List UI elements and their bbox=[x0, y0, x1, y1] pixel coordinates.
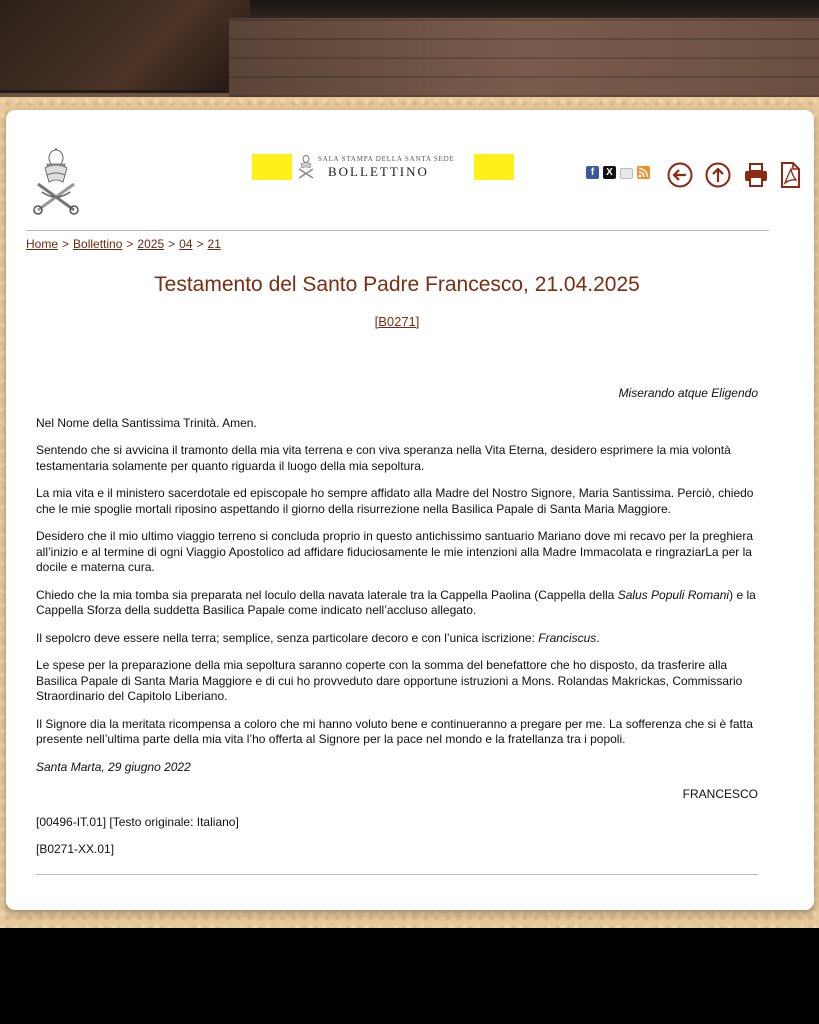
paragraph: Il sepolcro deve essere nella terra; semplice, senza particolare decoro e con l’unica iscrizione: Franciscus. bbox=[36, 630, 600, 645]
print-icon[interactable] bbox=[742, 161, 770, 189]
paragraph: Nel Nome della Santissima Trinità. Amen. bbox=[36, 415, 257, 430]
papal-crest-icon[interactable] bbox=[28, 148, 84, 216]
black-band-bottom bbox=[0, 928, 819, 1024]
pdf-icon[interactable] bbox=[776, 161, 804, 189]
breadcrumb-home[interactable]: Home bbox=[26, 237, 59, 251]
x-icon[interactable]: X bbox=[603, 166, 616, 179]
background-frame bbox=[0, 0, 250, 93]
keys-emblem-icon bbox=[296, 155, 316, 179]
email-icon[interactable] bbox=[620, 168, 633, 179]
bollettino-title: BOLLETTINO bbox=[328, 164, 429, 179]
reference-code: [B0271-XX.01] bbox=[36, 842, 115, 856]
breadcrumb-bollettino[interactable]: Bollettino bbox=[73, 237, 123, 251]
press-office-label: SALA STAMPA DELLA SANTA SEDE bbox=[318, 155, 455, 163]
background-brick-wall bbox=[229, 18, 819, 97]
article-body bbox=[36, 386, 758, 870]
header-divider bbox=[26, 230, 769, 231]
breadcrumb-day[interactable]: 21 bbox=[207, 237, 221, 251]
reference-code: [00496-IT.01] [Testo originale: Italiano] bbox=[36, 814, 239, 829]
bulletin-code-link[interactable]: [B0271] bbox=[374, 314, 420, 329]
photo-background-top bbox=[0, 0, 819, 97]
up-arrow-icon[interactable] bbox=[704, 161, 732, 189]
breadcrumb-year[interactable]: 2025 bbox=[137, 237, 165, 251]
banner-logo bbox=[296, 152, 470, 182]
footer-divider bbox=[36, 874, 758, 875]
paragraph: Chiedo che la mia tomba sia preparata nel loculo della navata laterale tra la Cappella Paolina (Cappella della Salus Populi Romani) e la Cappella Sforza della suddetta Basilica Papale come indicato nell’accluso allegato. bbox=[36, 587, 756, 617]
rss-icon[interactable] bbox=[637, 166, 650, 179]
breadcrumb: Home > Bollettino > 2025 > 04 > 21 bbox=[26, 237, 221, 251]
paragraph: Le spese per la preparazione della mia sepoltura saranno coperte con la somma del benefattore che ho disposto, da trasferire alla Basilica Papale di Santa Maria Maggiore e di cui ho provveduto dare opportune istruzioni a Mons. Rolandas Makrickas, Commissario Straordinario del Capitolo Liberiano. bbox=[36, 658, 743, 703]
place-date: Santa Marta, 29 giugno 2022 bbox=[36, 759, 191, 774]
bollettino-banner[interactable] bbox=[252, 152, 514, 182]
paragraph: La mia vita e il ministero sacerdotale ed episcopale ho sempre affidato alla Madre del Nostro Signore, Maria Santissima. Perciò, chiedo che le mie spoglie mortali riposino aspettando il giorno della risurrezione nella Basilica Papale di Santa Maria Maggiore. bbox=[36, 486, 754, 516]
motto: Miserando atque Eligendo bbox=[618, 386, 758, 400]
banner-yellow-left bbox=[252, 154, 292, 180]
bulletin-code bbox=[6, 314, 788, 329]
breadcrumb-month[interactable]: 04 bbox=[179, 237, 193, 251]
page-title: Testamento del Santo Padre Francesco, 21.04.2025 bbox=[154, 273, 640, 296]
paragraph: Sentendo che si avvicina il tramonto della mia vita terrena e con viva speranza nella Vita Eterna, desidero esprimere la mia volontà testamentaria solamente per quanto riguarda il luogo della mia sepoltura. bbox=[36, 443, 731, 473]
paragraph: Il Signore dia la meritata ricompensa a coloro che mi hanno voluto bene e continueranno a pregare per me. La sofferenza che si è fatta presente nell’ultima parte della mia vita l’ho offerta al Signore per la pace nel mondo e la fratellanza tra i popoli. bbox=[36, 716, 753, 746]
banner-yellow-right bbox=[474, 154, 514, 180]
facebook-icon[interactable]: f bbox=[586, 166, 599, 179]
bulletin-page bbox=[6, 110, 814, 910]
paragraph: Desidero che il mio ultimo viaggio terreno si concluda proprio in questo antichissimo santuario Mariano dove mi recavo per la preghiera all’inizio e al termine di ogni Viaggio Apostolico ad affidare fiduciosamente le mie intenzioni alla Madre Immacolata e ringraziarLa per la docile e materna cura. bbox=[36, 529, 754, 574]
signature: FRANCESCO bbox=[682, 787, 758, 801]
back-arrow-icon[interactable] bbox=[666, 161, 694, 189]
